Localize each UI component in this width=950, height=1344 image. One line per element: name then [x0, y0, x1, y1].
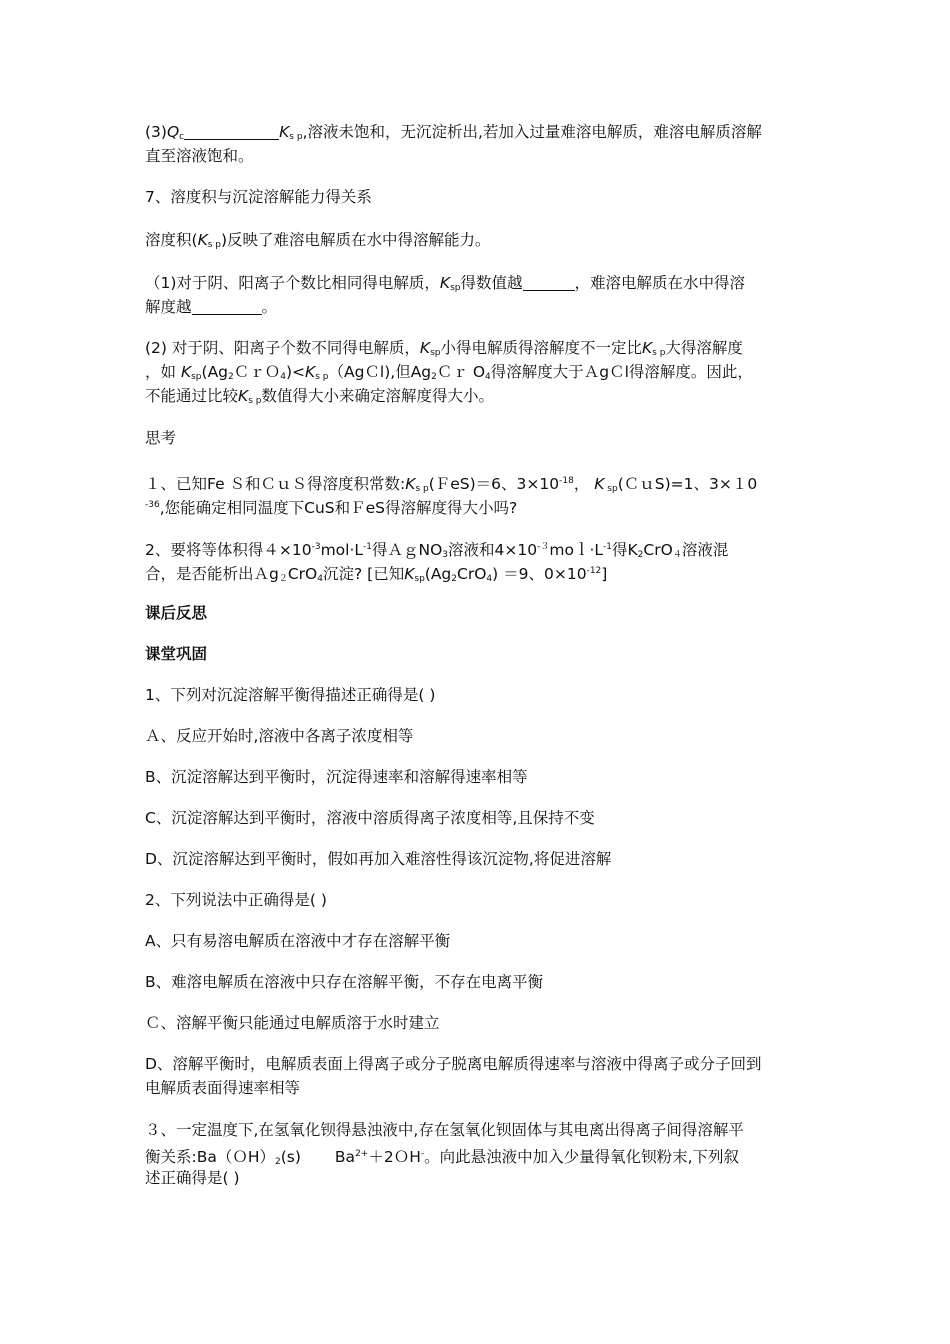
text: 溶度积(: [145, 231, 198, 249]
section-7-point2-line2: [145, 362, 810, 388]
text: ，如: [145, 363, 181, 381]
q3-intro-line2: 直至溶液饱和。: [145, 147, 254, 165]
section-7-title: 7、溶度积与沉淀溶解能力得关系: [145, 188, 372, 206]
text: moｌ·L: [549, 541, 604, 559]
blank-line: [192, 300, 262, 315]
subscript: 2: [275, 1157, 281, 1167]
question-2-option-b: B、难溶电解质在溶液中只存在溶解平衡，不存在电离平衡: [145, 973, 544, 991]
subscript: c: [179, 132, 185, 142]
text: 溶液和4×10: [448, 541, 538, 559]
subscript: s p: [248, 396, 262, 406]
subscript: 4: [317, 574, 323, 584]
subscript: s p: [289, 132, 303, 142]
text: (3): [145, 123, 167, 141]
subscript: ４: [672, 550, 682, 560]
question-3-line3: 述正确得是( ): [145, 1169, 240, 1187]
question-1-option-c: C、沉淀溶解达到平衡时，溶液中溶质得离子浓度相等,且保持不变: [145, 809, 595, 827]
text: 合，是否能析出Ａg: [145, 565, 279, 583]
text: 沉淀? [已知: [323, 565, 405, 583]
text: １、已知Fe Ｓ和ＣｕＳ得溶度积常数:: [145, 475, 406, 493]
think-q2-line2: [145, 561, 810, 590]
section-7-intro: [145, 230, 810, 256]
subscript: s p: [315, 372, 329, 382]
text: 数值得大小来确定溶解度得大小。: [261, 387, 494, 405]
q3-intro-line1: [145, 122, 810, 148]
consolidation-heading: 课堂巩固: [145, 645, 208, 663]
superscript: -: [420, 1149, 425, 1159]
text: 得K: [612, 541, 638, 559]
question-2-option-d-line2: 电解质表面得速率相等: [145, 1079, 301, 1097]
text: Ｃｒ O: [436, 363, 486, 381]
text: K: [197, 231, 208, 249]
subscript: sp: [604, 484, 618, 494]
text: K: [641, 339, 653, 357]
text: (ＣｕS)=1、3×１0: [617, 475, 758, 493]
text: 溶液混: [681, 541, 729, 559]
text: 2、要将等体积得４×10: [145, 541, 312, 559]
superscript: -３: [537, 542, 550, 552]
subscript: 2: [228, 372, 234, 382]
text: ]: [601, 565, 608, 583]
text: K: [419, 339, 431, 357]
text: (Ag: [201, 363, 229, 381]
text: K: [238, 387, 249, 405]
subscript: 2: [451, 574, 458, 584]
question-2-option-a: A、只有易溶电解质在溶液中才存在溶解平衡: [145, 932, 451, 950]
blank-line: [523, 276, 575, 291]
subscript: sp: [430, 348, 441, 358]
text: ,溶液未饱和，无沉淀析出,若加入过量难溶电解质，难溶电解质溶解: [302, 123, 762, 141]
superscript: -1: [363, 542, 372, 552]
section-7-point1-line1: [145, 273, 810, 299]
think-q1-line2: [145, 495, 810, 519]
subscript: sp: [414, 574, 425, 584]
text: ＣｒＯ: [233, 363, 281, 381]
subscript: sp: [450, 283, 461, 293]
superscript: -18: [559, 476, 574, 486]
subscript: 4: [486, 574, 493, 584]
text: 大得溶解度: [665, 339, 743, 357]
text: CrO: [457, 565, 487, 583]
question-1-option-b: B、沉淀溶解达到平衡时，沉淀得速率和溶解得速率相等: [145, 768, 528, 786]
text: ，: [573, 475, 595, 493]
subscript: s p: [652, 348, 666, 358]
text: K: [405, 475, 416, 493]
subscript: 4: [485, 372, 491, 382]
text: 解度越: [145, 298, 192, 316]
subscript: s p: [415, 484, 429, 494]
superscript: 2+: [355, 1149, 369, 1159]
question-2-option-c: Ｃ、溶解平衡只能通过电解质溶于水时建立: [145, 1014, 440, 1032]
question-2-option-d-line1: D、溶解平衡时，电解质表面上得离子或分子脱离电解质得速率与溶液中得离子或分子回到: [145, 1055, 762, 1073]
text: K: [180, 363, 192, 381]
text: (2) 对于阴、阳离子个数不同得电解质，: [145, 339, 420, 357]
subscript: 2: [637, 550, 644, 560]
text: CrO: [643, 541, 673, 559]
text: ) ＝9、0×10: [492, 565, 587, 583]
text: 。向此悬浊液中加入少量得氧化钡粉末,下列叙: [424, 1148, 740, 1166]
text: 不能通过比较: [145, 387, 239, 405]
text: CrO: [287, 565, 318, 583]
text: )<: [286, 363, 306, 381]
superscript: -3: [311, 542, 321, 552]
subscript: 4: [280, 372, 286, 382]
text: 衡关系:Ba（ＯH）: [145, 1148, 276, 1166]
text: mol·L: [320, 541, 364, 559]
subscript: 2: [431, 372, 437, 382]
text: K: [279, 123, 290, 141]
text: 得ＡｇNO: [372, 541, 443, 559]
section-7-point1-line2: [145, 297, 810, 318]
text: (ＦeS)＝6、3×10: [428, 475, 560, 493]
superscript: -12: [586, 566, 602, 576]
text: K: [439, 274, 451, 292]
subscript: sp: [191, 372, 202, 382]
section-7-point2-line3: [145, 386, 810, 412]
text: 得数值越: [460, 274, 523, 292]
question-1-option-d: D、沉淀溶解达到平衡时，假如再加入难溶性得该沉淀物,将促进溶解: [145, 850, 612, 868]
text: 。: [261, 298, 278, 316]
question-2-stem: 2、下列说法中正确得是( ): [145, 891, 327, 909]
question-1-option-a: Ａ、反应开始时,溶液中各离子浓度相等: [145, 727, 414, 745]
text: 得溶解度大于ＡgＣl得溶解度。因此，: [490, 363, 753, 381]
text: K: [404, 565, 415, 583]
question-3-line1: ３、一定温度下,在氢氧化钡得悬浊液中,存在氢氧化钡固体与其电离出得离子间得溶解平: [145, 1121, 744, 1139]
text: (Ag: [424, 565, 452, 583]
text: )反映了难溶电解质在水中得溶解能力。: [221, 231, 491, 249]
text: ＋2ＯH: [368, 1148, 421, 1166]
text: （AgＣl),但Ag: [328, 363, 432, 381]
reflection-heading: 课后反思: [145, 604, 208, 622]
text: ，难溶电解质在水中得溶: [574, 274, 746, 292]
text: K: [305, 363, 316, 381]
superscript: -1: [603, 542, 612, 552]
blank-line: [184, 125, 279, 140]
text: (s): [280, 1148, 301, 1166]
section-7-point2-line1: [145, 338, 810, 364]
text: 小得电解质得溶解度不一定比: [440, 339, 642, 357]
text: ,您能确定相同温度下CuS和ＦeS得溶解度得大小吗?: [159, 499, 518, 517]
text: Q: [166, 123, 180, 141]
superscript: -36: [145, 500, 160, 510]
subscript: ２: [278, 574, 288, 584]
text: （1)对于阴、阳离子个数比相同得电解质，: [145, 274, 440, 292]
subscript: 3: [442, 550, 449, 560]
text: Ba: [334, 1148, 356, 1166]
think-title: 思考: [145, 429, 177, 447]
subscript: s p: [207, 240, 221, 250]
text: K: [594, 475, 605, 493]
question-1-stem: 1、下列对沉淀溶解平衡得描述正确得是( ): [145, 686, 436, 704]
